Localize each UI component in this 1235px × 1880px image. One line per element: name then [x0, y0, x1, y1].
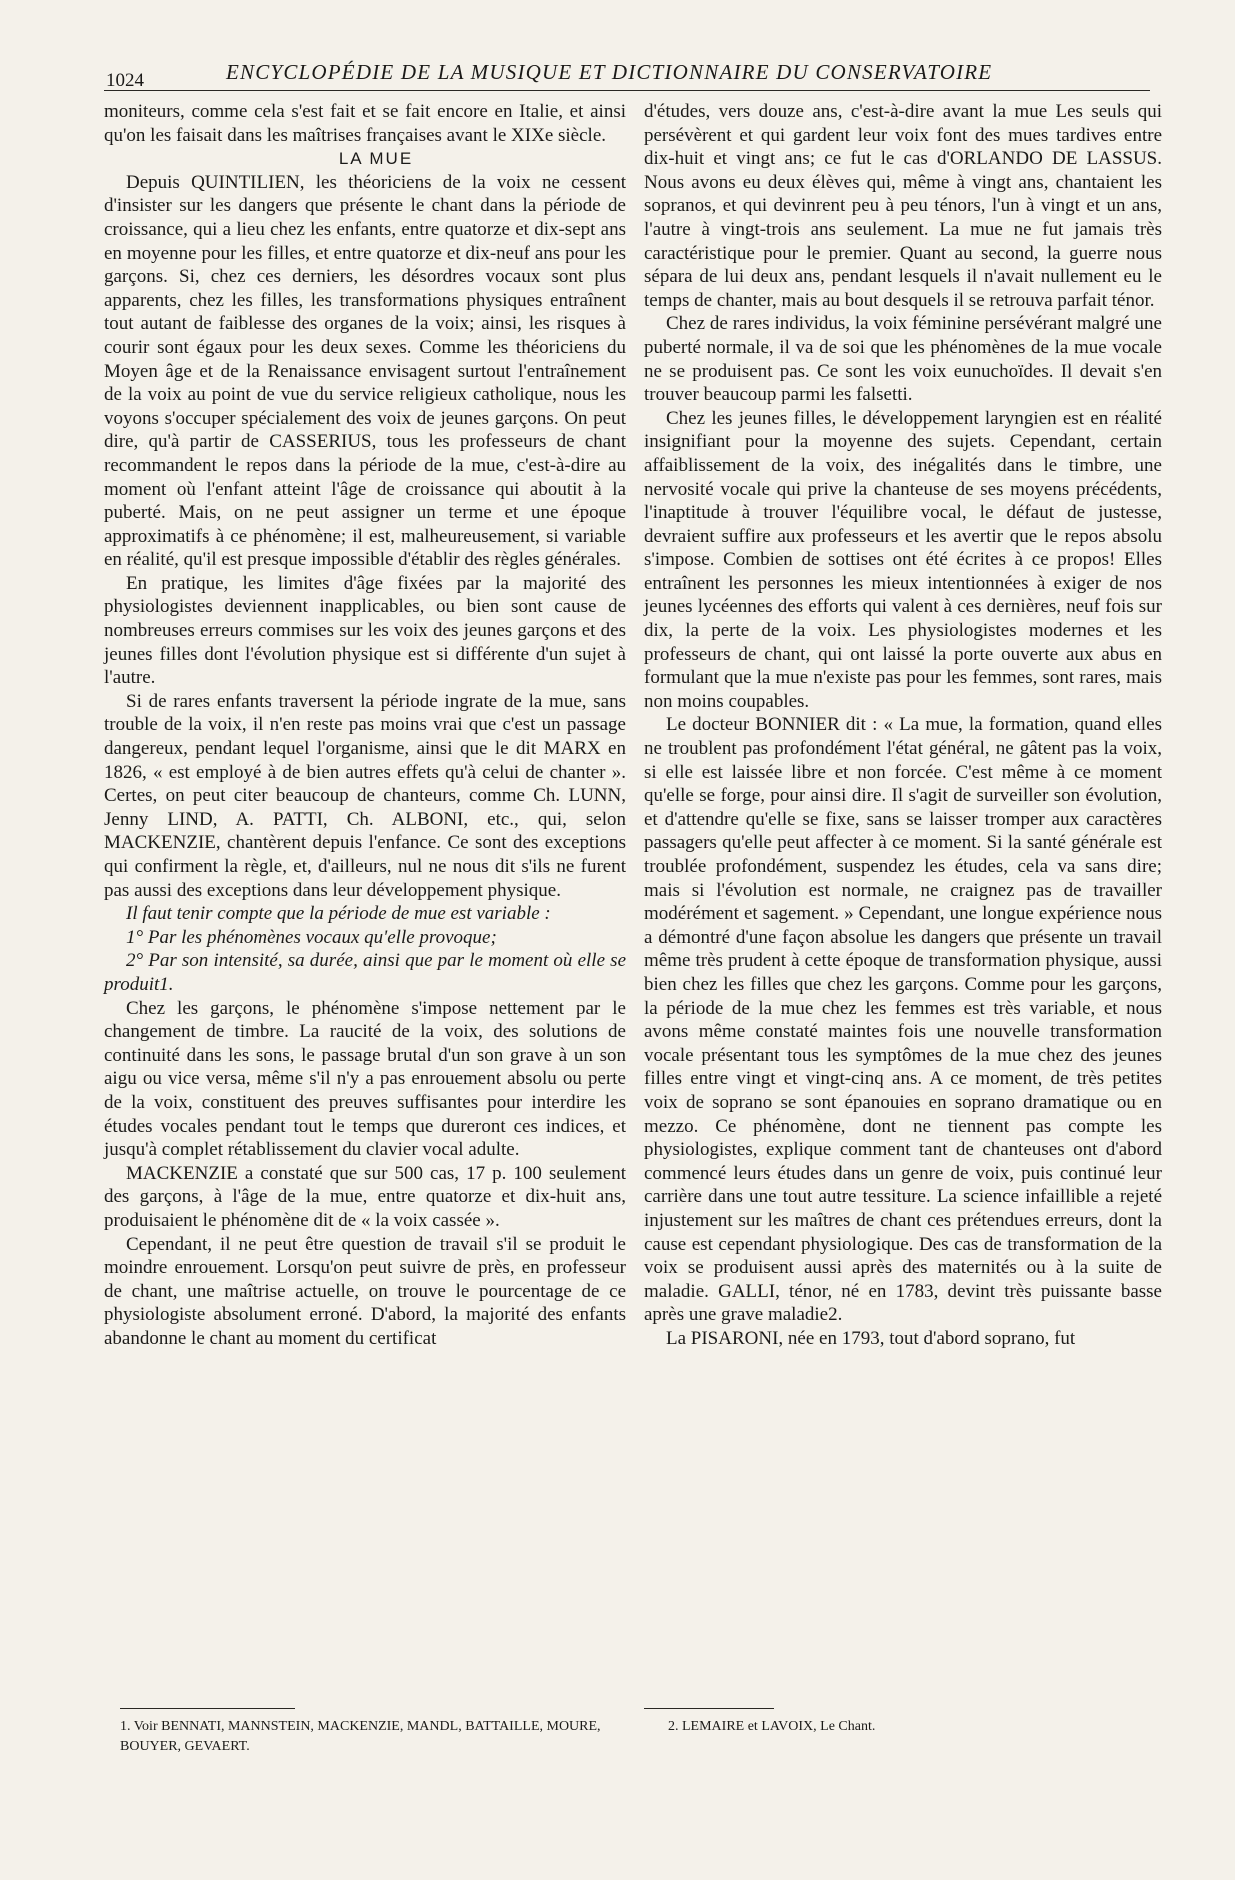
footnote-2: 2. LEMAIRE et LAVOIX, Le Chant.: [668, 1719, 876, 1734]
footnote-rule: [644, 1708, 774, 1709]
page-header: [106, 58, 1146, 91]
header-rule: [104, 90, 1150, 91]
right-column: [644, 100, 1162, 1720]
paragraph: Le docteur BONNIER dit : « La mue, la formation, quand elles ne troublent pas profondément l'état général, ne gâtent pas la voix, si elle est laissée libre et non forcée. C'est même à ce moment qu'elle se forge, pour ainsi dire. Il s'agit de surveiller son évolution, et d'attendre qu'elle se fixe, sans se laisser tromper aux caractères passagers qu'elle peut affecter à ce moment. Si la santé générale est troublée profondément, suspendez les études, cela va sans dire; mais si l'évolution est normale, ne craignez pas de travailler modérément et sagement. » Cependant, une longue expérience nous a démontré d'une façon absolue les dangers que présente un travail même très prudent à cette époque de transformation physique, aussi bien chez les filles que chez les garçons. Comme pour les garçons, la période de la mue chez les femmes est très variable, et nous avons même constaté maintes fois une nouvelle transformation vocale présentant tous les symptômes de la mue chez des jeunes filles entre vingt et vingt-cinq ans. A ce moment, de très petites voix de soprano se sont épanouies en soprano dramatique ou en mezzo. Ce phénomène, dont ne tiennent pas compte les physiologistes, explique comment tant de chanteuses ont d'abord commencé leurs études dans un genre de voix, puis continué leur carrière dans une tout autre tessiture. La science infaillible a rejeté injustement sur les maîtres de chant ces prétendues erreurs, dont la cause est cependant physiologique. Des cas de transformation de la voix se produisent aussi après des maternités ou à la suite de maladie. GALLI, ténor, né en 1783, devint très puissante basse après une grave maladie2.: [644, 714, 1162, 1326]
page-number: 1024: [106, 70, 144, 91]
footnote-rule: [120, 1708, 295, 1709]
list-item: 1° Par les phénomènes vocaux qu'elle provoque;: [126, 926, 497, 948]
paragraph: Il faut tenir compte que la période de mue est variable :: [126, 903, 551, 925]
paragraph: moniteurs, comme cela s'est fait et se fait encore en Italie, et ainsi qu'on les faisait dans les maîtrises françaises avant le XIXe siècle.: [104, 101, 626, 146]
left-column: [104, 100, 626, 1720]
paragraph: Chez les garçons, le phénomène s'impose nettement par le changement de timbre. La raucité de la voix, des solutions de continuité dans les sons, le passage brutal d'un son grave à un son aigu ou vice versa, même s'il n'y a pas enrouement absolu ou perte de la voix, constituent des preuves suffisantes pour interdire les études vocales pendant tout le temps que dureront ces indices, et jusqu'à complet rétablissement du clavier vocal adulte.: [104, 997, 626, 1161]
paragraph: Cependant, il ne peut être question de travail s'il se produit le moindre enrouement. Lorsqu'on peut suivre de près, en professeur de chant, une maîtrise actuelle, on trouve le pourcentage de ce physiologiste absolument erroné. D'abord, la majorité des enfants abandonne le chant au moment du certificat: [104, 1233, 626, 1349]
paragraph: Chez les jeunes filles, le développement laryngien est en réalité insignifiant pour la moyenne des sujets. Cependant, certain affaiblissement de la voix, des inégalités dans le timbre, une nervosité vocale qui prive la chanteuse de ses moyens précédents, l'inaptitude à trouver l'équilibre vocal, le défaut de justesse, devraient suffire aux professeurs et les avertir que le repos absolu s'impose. Combien de sottises ont été écrites à ce propos! Elles entraînent les personnes les mieux intentionnées à exiger de nos jeunes lycéennes des efforts qui valent à ces dernières, neuf fois sur dix, la perte de la voix. Les physiologistes modernes et les professeurs de chant, qui ont laissé la porte ouverte aux abus en formulant que la mue n'existe pas pour les femmes, sont rares, mais non moins coupables.: [644, 407, 1162, 712]
paragraph: Si de rares enfants traversent la période ingrate de la mue, sans trouble de la voix, il n'en reste pas moins vrai que c'est un passage dangereux, pendant lequel l'organisme, ainsi que le dit MARX en 1826, « est employé à de bien autres effets qu'à celui de chanter ». Certes, on peut citer beaucoup de chanteurs, comme Ch. LUNN, Jenny LIND, A. PATTI, Ch. ALBONI, etc., qui, selon MACKENZIE, chantèrent depuis l'enfance. Ce sont des exceptions qui confirment la règle, et, d'ailleurs, nul ne nous dit s'ils ne furent pas aussi des exceptions dans leur développement physique.: [104, 690, 626, 901]
list-item: 2° Par son intensité, sa durée, ainsi que par le moment où elle se produit1.: [104, 950, 626, 995]
running-title: ENCYCLOPÉDIE DE LA MUSIQUE ET DICTIONNAIRE DU CONSERVATOIRE: [226, 60, 993, 84]
section-heading: LA MUE: [338, 149, 414, 169]
paragraph: MACKENZIE a constaté que sur 500 cas, 17 p. 100 seulement des garçons, à l'âge de la mue, entre quatorze et dix-huit ans, produisaient le phénomène dit de « la voix cassée ».: [104, 1162, 626, 1231]
paragraph: En pratique, les limites d'âge fixées par la majorité des physiologistes deviennent inapplicables, ou bien sont cause de nombreuses erreurs commises sur les voix des jeunes garçons et des jeunes filles dont l'évolution physique est si différente d'un sujet à l'autre.: [104, 572, 626, 689]
paragraph: d'études, vers douze ans, c'est-à-dire avant la mue Les seuls qui persévèrent et qui gardent leur voix font des mues tardives entre dix-huit et vingt ans; ce fut le cas d'ORLANDO DE LASSUS. Nous avons eu deux élèves qui, même à vingt ans, chantaient les sopranos, et qui devinrent peu à peu ténors, l'un à vingt et un ans, l'autre à vingt-trois ans seulement. La mue ne fut jamais très caractéristique pour le premier. Quant au second, la guerre nous sépara de lui deux ans, pendant lesquels il n'avait nullement eu le temps de chanter, mais au bout desquels il se retrouva parfait ténor.: [644, 101, 1162, 311]
footnote-1: 1. Voir BENNATI, MANNSTEIN, MACKENZIE, MANDL, BATTAILLE, MOURE, BOUYER, GEVAERT.: [120, 1719, 601, 1754]
paragraph: La PISARONI, née en 1793, tout d'abord soprano, fut: [666, 1327, 1076, 1349]
paragraph: Depuis QUINTILIEN, les théoriciens de la voix ne cessent d'insister sur les dangers que présente le chant dans la période de croissance, qui a lieu chez les enfants, entre quatorze et dix-sept ans en moyenne pour les filles, et entre quatorze et dix-neuf ans pour les garçons. Si, chez ces derniers, les désordres vocaux sont plus apparents, chez les filles, les transformations physiques entraînent tout autant de faiblesse des organes de la voix; ainsi, les risques à courir sont égaux pour les deux sexes. Comme les théoriciens du Moyen âge et de la Renaissance envisagent surtout l'entraînement de la voix au point de vue du service religieux catholique, nous les voyons s'occuper spécialement des voix de jeunes garçons. On peut dire, qu'à partir de CASSERIUS, tous les professeurs de chant recommandent le repos dans la période de la mue, c'est-à-dire au moment où l'enfant atteint l'âge de croissance qui aboutit à la puberté. Mais, on ne peut assigner un terme et une époque approximatifs à ce phénomène; il est, malheureusement, si variable en réalité, qu'il est presque impossible d'établir des règles générales.: [104, 171, 626, 571]
paragraph: Chez de rares individus, la voix féminine persévérant malgré une puberté normale, il va de soi que les phénomènes de la mue vocale ne se produisent pas. Ce sont les voix eunuchoïdes. Il devait s'en trouver beaucoup parmi les falsetti.: [644, 313, 1162, 406]
